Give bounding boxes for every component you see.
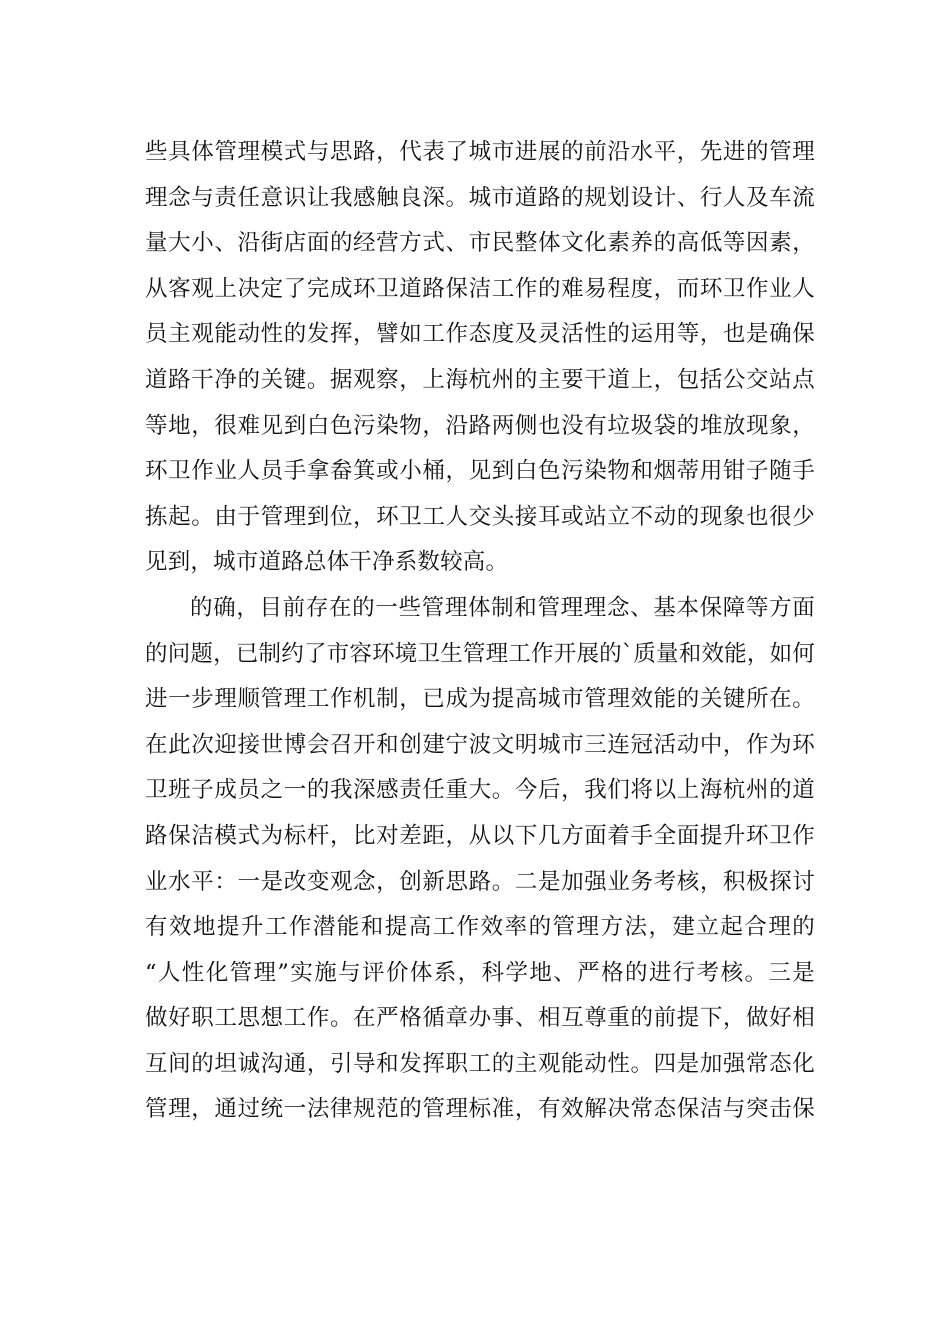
text-line: 量大小、沿街店面的经营方式、市民整体文化素养的高低等因素，: [145, 230, 815, 257]
text-line: 从客观上决定了完成环卫道路保洁工作的难易程度，而环卫作业人: [145, 275, 815, 302]
text-line: 管理，通过统一法律规范的管理标准，有效解决常态保洁与突击保: [145, 1096, 815, 1123]
text-line: 有效地提升工作潜能和提高工作效率的管理方法，建立起合理的: [145, 914, 815, 941]
text-line: 在此次迎接世博会召开和创建宁波文明城市三连冠活动中，作为环: [145, 731, 815, 758]
text-line: 业水平：一是改变观念，创新思路。二是加强业务考核，积极探讨: [145, 868, 815, 895]
text-line: 见到，城市道路总体干净系数较高。: [145, 549, 509, 576]
paragraph-2: [145, 586, 815, 1133]
text-line: 环卫作业人员手拿畚箕或小桶，见到白色污染物和烟蒂用钳子随手: [145, 458, 815, 485]
text-line: 等地，很难见到白色污染物，沿路两侧也没有垃圾袋的堆放现象，: [145, 412, 815, 439]
text-line: 员主观能动性的发挥，譬如工作态度及灵活性的运用等，也是确保: [145, 321, 815, 348]
text-line: 理念与责任意识让我感触良深。城市道路的规划设计、行人及车流: [145, 184, 815, 211]
text-line: 道路干净的关键。据观察，上海杭州的主要干道上，包括公交站点: [145, 366, 815, 393]
text-line: 的确，目前存在的一些管理体制和管理理念、基本保障等方面: [190, 594, 815, 621]
paragraph-1: [145, 130, 815, 586]
text-line: 拣起。由于管理到位，环卫工人交头接耳或站立不动的现象也很少: [145, 503, 815, 530]
text-line: 做好职工思想工作。在严格循章办事、相互尊重的前提下，做好相: [145, 1005, 815, 1032]
text-line: 互间的坦诚沟通，引导和发挥职工的主观能动性。四是加强常态化: [145, 1050, 815, 1077]
text-line: 些具体管理模式与思路，代表了城市进展的前沿水平，先进的管理: [145, 139, 815, 165]
text-line: “人性化管理”实施与评价体系，科学地、严格的进行考核。三是: [145, 959, 815, 986]
body-text: [145, 130, 815, 1133]
text-line: 进一步理顺管理工作机制，已成为提高城市管理效能的关键所在。: [145, 686, 815, 713]
text-line: 卫班子成员之一的我深感责任重大。今后，我们将以上海杭州的道: [145, 777, 815, 804]
text-line: 的问题，已制约了市容环境卫生管理工作开展的`质量和效能，如何: [145, 640, 815, 667]
text-line: 路保洁模式为标杆，比对差距，从以下几方面着手全面提升环卫作: [145, 822, 815, 849]
